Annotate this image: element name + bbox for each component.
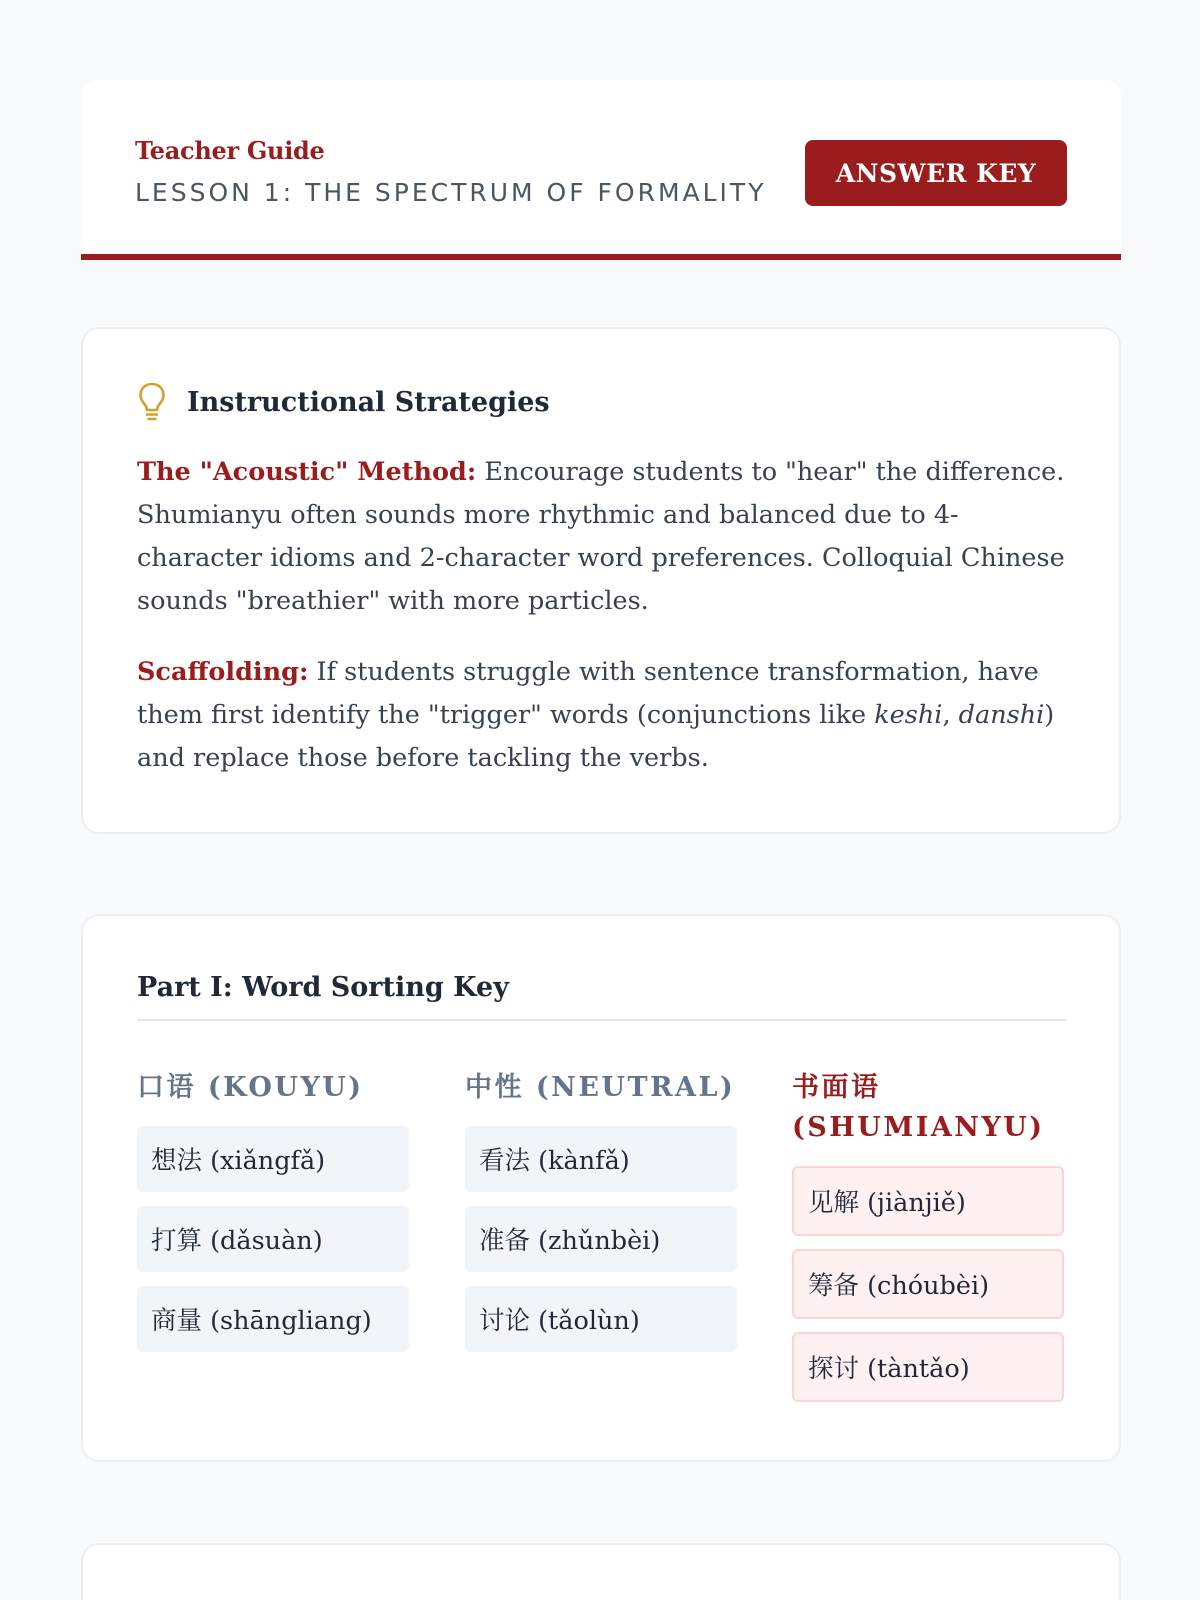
word-chip: 讨论 (tǎolùn) [465, 1286, 737, 1352]
neutral-column [465, 1068, 737, 1366]
word-chip: 商量 (shāngliang) [137, 1286, 409, 1352]
word-chip: 准备 (zhǔnbèi) [465, 1206, 737, 1272]
shumianyu-heading: 书面语 (SHUMIANYU) [792, 1072, 1045, 1143]
acoustic-method-text: Encourage students to "hear" the difference. Shumianyu often sounds more rhythmic and balanced due to 4-character idioms and 2-character word preferences. Colloquial Chinese sounds "breathier" with more particles. [137, 457, 1065, 616]
answer-key-button[interactable]: ANSWER KEY [805, 140, 1067, 206]
word-sorting-title: Part I: Word Sorting Key [137, 972, 1067, 1021]
strategies-heading [137, 381, 550, 423]
lesson-title: LESSON 1: THE SPECTRUM OF FORMALITY [135, 178, 767, 207]
neutral-heading: 中性 (NEUTRAL) [465, 1072, 736, 1103]
lightbulb-icon [137, 381, 167, 423]
scaffolding-label: Scaffolding: [137, 657, 309, 687]
instructional-strategies-card [81, 327, 1121, 834]
scaffolding-paragraph [137, 651, 1077, 780]
word-chip: 打算 (dǎsuàn) [137, 1206, 409, 1272]
scaffolding-term-keshi: keshi [874, 700, 943, 730]
next-section-card [81, 1543, 1121, 1600]
acoustic-method-label: The "Acoustic" Method: [137, 457, 477, 487]
word-chip: 探讨 (tàntǎo) [792, 1332, 1064, 1402]
kouyu-heading: 口语 (KOUYU) [137, 1072, 364, 1103]
acoustic-method-paragraph [137, 451, 1077, 623]
kouyu-column [137, 1068, 409, 1366]
strategies-title: Instructional Strategies [187, 386, 550, 418]
word-chip: 筹备 (chóubèi) [792, 1249, 1064, 1319]
shumianyu-column [792, 1068, 1064, 1415]
word-chip: 看法 (kànfǎ) [465, 1126, 737, 1192]
guide-kicker: Teacher Guide [135, 136, 325, 165]
scaffolding-term-danshi: danshi [958, 700, 1045, 730]
scaffolding-separator: , [942, 700, 959, 730]
guide-header [81, 80, 1121, 260]
word-sorting-card [81, 914, 1121, 1462]
scaffolding-text-b: ) and replace those before tackling the verbs. [137, 700, 1055, 773]
word-chip: 想法 (xiǎngfǎ) [137, 1126, 409, 1192]
scaffolding-text-a: If students struggle with sentence transformation, have them first identify the "trigger" words (conjunctions like [137, 657, 1039, 730]
word-chip: 见解 (jiànjiě) [792, 1166, 1064, 1236]
